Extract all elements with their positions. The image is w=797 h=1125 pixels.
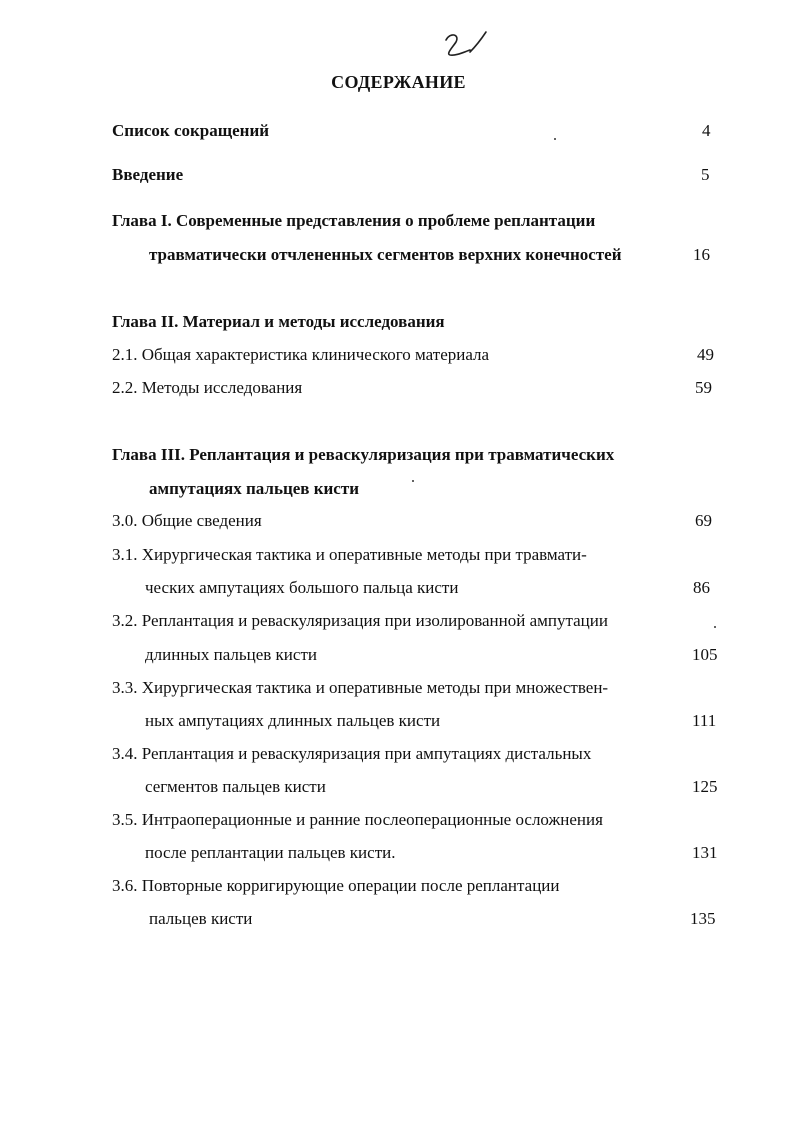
toc-page-section-2-1: 49: [697, 345, 714, 364]
scan-speck: [412, 480, 414, 482]
toc-page-section-2-2: 59: [695, 378, 712, 397]
toc-section-3-3-line1: 3.3. Хирургическая тактика и оперативные методы при множествен-: [112, 678, 609, 697]
scan-speck: [554, 138, 556, 140]
toc-page-section-3-2: 105: [692, 645, 718, 664]
toc-section-3-3-line2: ных ампутациях длинных пальцев кисти: [145, 711, 441, 730]
toc-page-section-3-6: 135: [690, 909, 716, 928]
toc-chapter-2-title: Глава II. Материал и методы исследования: [112, 312, 445, 331]
toc-section-3-6-line1: 3.6. Повторные корригирующие операции после реплантации: [112, 876, 560, 895]
toc-chapter-3-line1: Глава III. Реплантация и реваскуляризация при травматических: [112, 445, 615, 464]
toc-page-section-3-4: 125: [692, 777, 718, 796]
toc-section-2-1: 2.1. Общая характеристика клинического материала: [112, 345, 490, 364]
toc-entry-abbreviations: Список сокращений: [112, 121, 270, 140]
toc-section-3-5-line2: после реплантации пальцев кисти.: [145, 843, 396, 862]
toc-page-section-3-3: 111: [692, 711, 717, 730]
toc-section-3-2-line1: 3.2. Реплантация и реваскуляризация при изолированной ампутации: [112, 611, 608, 630]
toc-page-chapter-1: 16: [693, 245, 710, 264]
scan-speck: [714, 626, 716, 628]
toc-section-3-0: 3.0. Общие сведения: [112, 511, 262, 530]
toc-page-section-3-1: 86: [693, 578, 710, 597]
toc-chapter-1-line2: травматически отчлененных сегментов верхних конечностей: [149, 245, 622, 264]
toc-section-2-2: 2.2. Методы исследования: [112, 378, 303, 397]
toc-section-3-1-line1: 3.1. Хирургическая тактика и оперативные методы при травмати-: [112, 545, 587, 564]
toc-section-3-5-line1: 3.5. Интраоперационные и ранние послеоперационные осложнения: [112, 810, 603, 829]
toc-section-3-6-line2: пальцев кисти: [149, 909, 253, 928]
page-title: СОДЕРЖАНИЕ: [331, 72, 466, 92]
toc-page-introduction: 5: [701, 165, 710, 184]
toc-section-3-4-line2: сегментов пальцев кисти: [145, 777, 326, 796]
toc-page-section-3-5: 131: [692, 843, 718, 862]
toc-section-3-2-line2: длинных пальцев кисти: [145, 645, 317, 664]
toc-chapter-1-line1: Глава I. Современные представления о проблеме реплантации: [112, 211, 596, 230]
toc-page-section-3-0: 69: [695, 511, 712, 530]
toc-page-abbreviations: 4: [702, 121, 711, 140]
toc-section-3-1-line2: ческих ампутациях большого пальца кисти: [145, 578, 459, 597]
toc-section-3-4-line1: 3.4. Реплантация и реваскуляризация при ампутациях дистальных: [112, 744, 592, 763]
toc-entry-introduction: Введение: [112, 165, 184, 184]
handwritten-page-number: [440, 28, 490, 62]
toc-chapter-3-line2: ампутациях пальцев кисти: [149, 479, 359, 498]
